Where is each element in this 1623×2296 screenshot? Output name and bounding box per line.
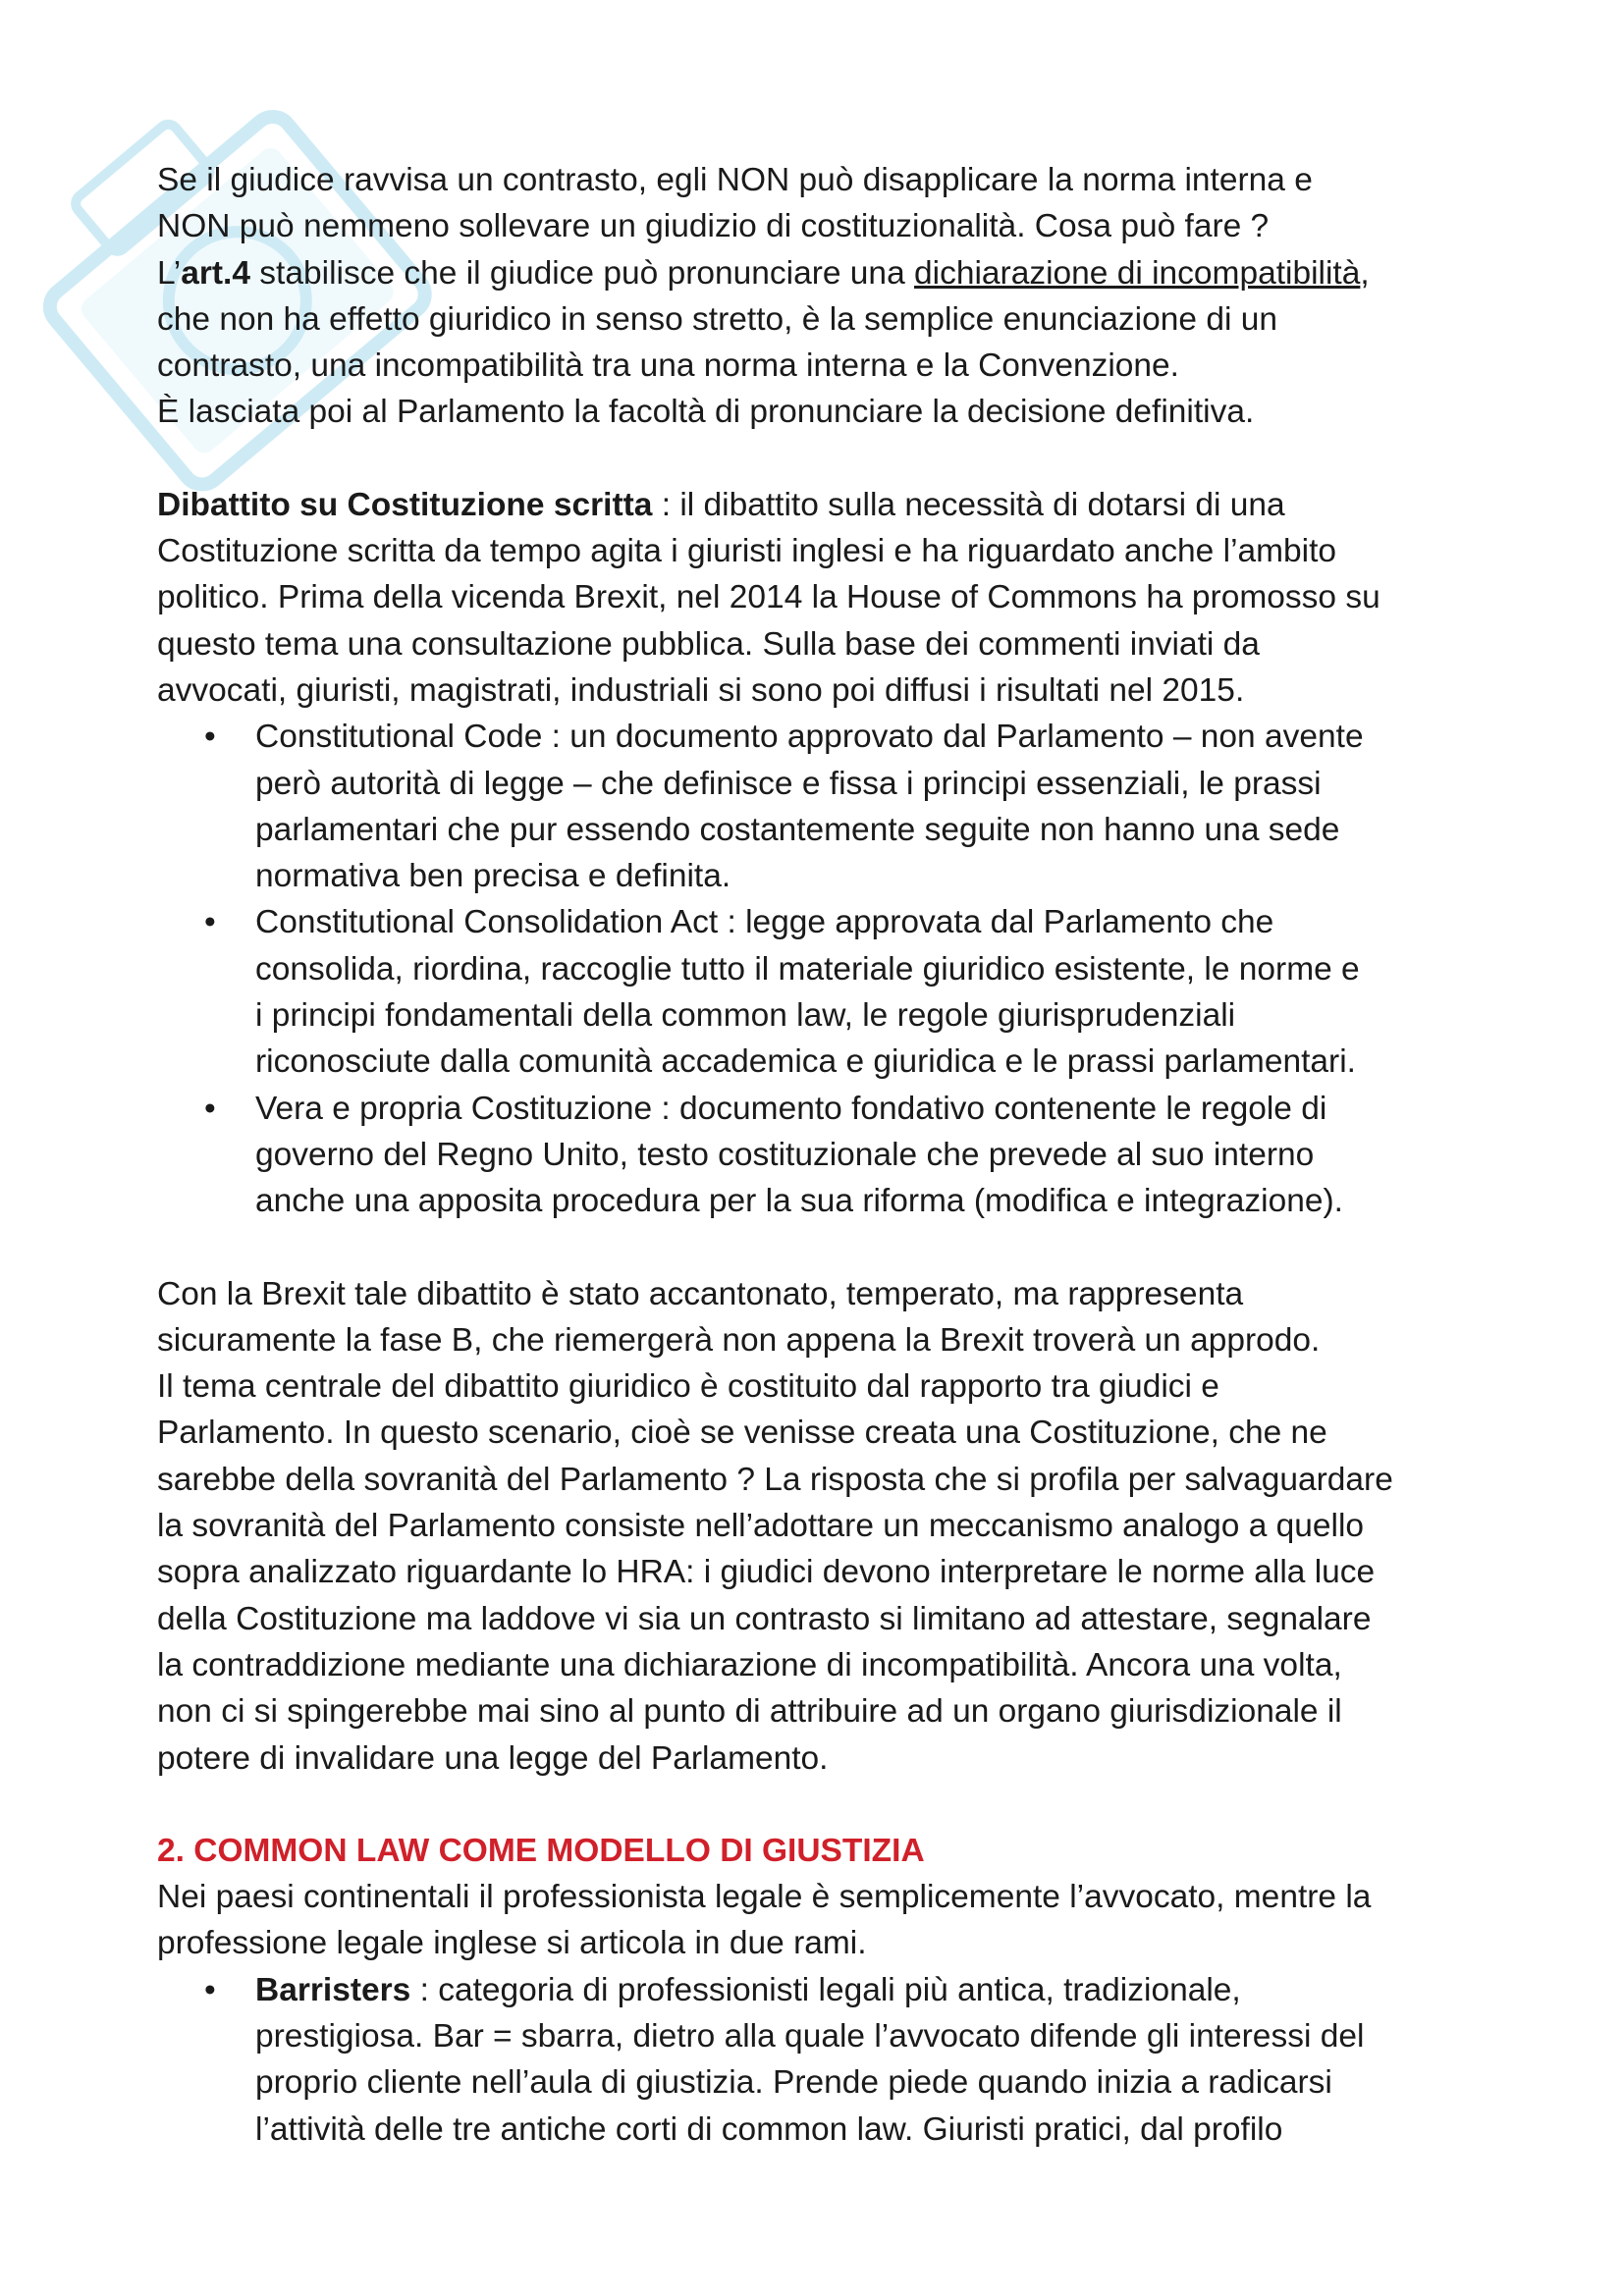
bullet-icon: •: [204, 904, 216, 941]
text-line: Parlamento. In questo scenario, cioè se venisse creata una Costituzione, che ne: [157, 1415, 1327, 1452]
paragraph-written-constitution: [157, 482, 1492, 714]
list-item: [157, 899, 1492, 1085]
text-line: proprio cliente nell’aula di giustizia. Prende piede quando inizia a radicarsi: [255, 2064, 1332, 2102]
paragraph-gap: [157, 436, 1492, 482]
document-body: [157, 157, 1492, 2153]
text-line: riconosciute dalla comunità accademica e giuridica e le prassi parlamentari.: [255, 1043, 1356, 1081]
text-line: prestigiosa. Bar = sbarra, dietro alla quale l’avvocato difende gli interessi del: [255, 2017, 1365, 2055]
underlined-term: dichiarazione di incompatibilità: [914, 254, 1361, 292]
text-line: la contraddizione mediante una dichiarazione di incompatibilità. Ancora una volta,: [157, 1646, 1342, 1683]
bold-lead: Dibattito su Costituzione scritta: [157, 486, 653, 523]
paragraph-gap: [157, 1225, 1492, 1271]
bullet-icon: •: [204, 719, 216, 756]
text-line: l’attività delle tre antiche corti di common law. Giuristi pratici, dal profilo: [255, 2110, 1283, 2148]
text-line: Costituzione scritta da tempo agita i giuristi inglesi e ha riguardato anche l’ambito: [157, 533, 1337, 570]
text-line: sarebbe della sovranità del Parlamento ? La risposta che si profila per salvaguardare: [157, 1461, 1393, 1498]
text-line: sopra analizzato riguardante lo HRA: i giudici devono interpretare le norme alla luce: [157, 1554, 1376, 1591]
text-line: non ci si spingerebbe mai sino al punto di attribuire ad un organo giurisdizionale il: [157, 1693, 1342, 1731]
paragraph-article-4: [157, 157, 1492, 436]
bullet-icon: •: [204, 1090, 216, 1127]
section-heading: 2. COMMON LAW COME MODELLO DI GIUSTIZIA: [157, 1832, 925, 1869]
text-line: consolida, riordina, raccoglie tutto il materiale giuridico esistente, le norme e: [255, 950, 1360, 988]
text-line: [157, 250, 1492, 296]
list-item: [157, 1967, 1492, 2153]
text-line: Se il giudice ravvisa un contrasto, egli NON può disapplicare la norma interna e: [157, 162, 1313, 198]
text-span: stabilisce che il giudice può pronunciare una: [250, 254, 915, 292]
text-line: Constitutional Consolidation Act : legge approvata dal Parlamento che: [255, 904, 1274, 941]
text-line: che non ha effetto giuridico in senso stretto, è la semplice enunciazione di un: [157, 300, 1277, 338]
text-line: [255, 1967, 1492, 2013]
text-span: L’: [157, 254, 182, 292]
text-line: governo del Regno Unito, testo costituzionale che prevede al suo interno: [255, 1136, 1315, 1173]
text-span: : il dibattito sulla necessità di dotarsi di una: [652, 486, 1285, 523]
text-line: Nei paesi continentali il professionista legale è semplicemente l’avvocato, mentre la: [157, 1879, 1372, 1916]
text-line: Constitutional Code : un documento approvato dal Parlamento – non avente: [255, 719, 1364, 756]
text-line: sicuramente la fase B, che riemergerà non appena la Brexit troverà un approdo.: [157, 1321, 1321, 1359]
list-item: [157, 714, 1492, 899]
text-line: Vera e propria Costituzione : documento fondativo contenente le regole di: [255, 1090, 1327, 1127]
text-line: questo tema una consultazione pubblica. Sulla base dei commenti inviati da: [157, 625, 1260, 663]
text-span: : categoria di professionisti legali più antica, tradizionale,: [410, 1971, 1241, 2008]
paragraph-gap: [157, 1782, 1492, 1828]
text-line: parlamentari che pur essendo costantemente seguite non hanno una sede: [255, 811, 1340, 848]
bold-lead: Barristers: [255, 1971, 411, 2008]
bullet-list-professions: [157, 1967, 1492, 2153]
text-line: È lasciata poi al Parlamento la facoltà di pronunciare la decisione definitiva.: [157, 394, 1255, 431]
text-line: politico. Prima della vicenda Brexit, nel 2014 la House of Commons ha promosso su: [157, 579, 1380, 616]
text-line: avvocati, giuristi, magistrati, industriali si sono poi diffusi i risultati nel 2015.: [157, 671, 1245, 709]
text-line: Con la Brexit tale dibattito è stato accantonato, temperato, ma rappresenta: [157, 1275, 1244, 1312]
section-common-law: [157, 1828, 1492, 1967]
article-reference: art.4: [181, 254, 250, 292]
text-line: normativa ben precisa e definita.: [255, 858, 731, 895]
text-line: [157, 482, 1492, 528]
list-item: [157, 1086, 1492, 1225]
text-line: contrasto, una incompatibilità tra una norma interna e la Convenzione.: [157, 347, 1179, 385]
text-span: ,: [1360, 254, 1370, 292]
text-line: della Costituzione ma laddove vi sia un contrasto si limitano ad attestare, segnalare: [157, 1600, 1372, 1637]
text-line: NON può nemmeno sollevare un giudizio di costituzionalità. Cosa può fare ?: [157, 208, 1270, 245]
text-line: Il tema centrale del dibattito giuridico è costituito dal rapporto tra giudici e: [157, 1368, 1219, 1406]
text-line: professione legale inglese si articola in due rami.: [157, 1925, 867, 1962]
text-line: la sovranità del Parlamento consiste nell’adottare un meccanismo analogo a quello: [157, 1508, 1365, 1545]
bullet-icon: •: [204, 1971, 216, 2008]
text-line: però autorità di legge – che definisce e fissa i principi essenziali, le prassi: [255, 765, 1322, 802]
text-line: potere di invalidare una legge del Parlamento.: [157, 1739, 829, 1777]
paragraph-brexit: [157, 1271, 1492, 1782]
text-line: anche una apposita procedura per la sua riforma (modifica e integrazione).: [255, 1183, 1343, 1220]
bullet-list-options: [157, 714, 1492, 1224]
text-line: i principi fondamentali della common law, le regole giurisprudenziali: [255, 997, 1236, 1035]
